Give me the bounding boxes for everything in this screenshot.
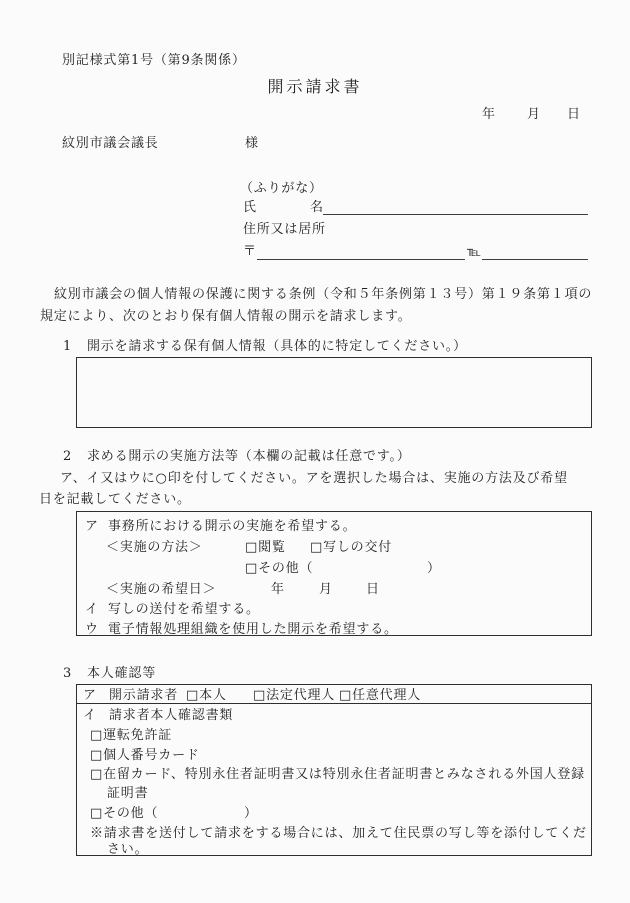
requester-option-voluntary: □任意代理人 xyxy=(339,688,422,703)
furigana-label: （ふりがな） xyxy=(240,181,323,196)
option-u-text: 電子情報処理組織を使用した開示を希望する。 xyxy=(108,622,398,637)
option-u-label: ウ xyxy=(85,622,99,637)
document-item-residence-line2: 証明書 xyxy=(107,786,149,801)
date-year-label: 年 xyxy=(482,107,496,122)
option-i-text: 写しの送付を希望する。 xyxy=(108,602,260,617)
postal-mark: 〒 xyxy=(243,244,257,259)
intro-line1: 紋別市議会の個人情報の保護に関する条例（令和５年条例第１３号）第１９条第１項の xyxy=(54,287,593,302)
method-option-view: □閲覧 xyxy=(245,540,286,555)
section2-note-line2: 日を記載してください。 xyxy=(39,492,191,507)
addressee: 紋別市議会議長 xyxy=(62,136,159,151)
form-number: 別記様式第1号（第9条関係） xyxy=(62,53,246,68)
preferred-date-label: ＜実施の希望日＞ xyxy=(106,582,217,597)
date-day-label: 日 xyxy=(567,107,581,122)
requester-row-title: 開示請求者 xyxy=(109,688,179,703)
preferred-date-month: 月 xyxy=(319,582,333,597)
section2-number: 2 xyxy=(63,449,73,464)
documents-note-line1: ※請求書を送付して請求をする場合には、加えて住民票の写し等を添付してくだ xyxy=(90,826,587,841)
documents-row-label: イ xyxy=(83,708,97,723)
intro-line2: 規定により、次のとおり保有個人情報の開示を請求します。 xyxy=(40,309,412,324)
preferred-date-day: 日 xyxy=(366,582,380,597)
section2-options-box xyxy=(76,511,592,636)
requester-option-legal: □法定代理人 xyxy=(253,688,336,703)
document-item-other-open: □その他（ xyxy=(90,806,159,821)
addressee-honorific: 様 xyxy=(245,136,259,151)
page-title: 開示請求書 xyxy=(267,77,363,96)
section3-table xyxy=(76,684,592,856)
documents-row-title: 請求者本人確認書類 xyxy=(109,708,234,723)
method-option-copy: □写しの交付 xyxy=(310,540,393,555)
requester-row-label: ア xyxy=(83,688,97,703)
tel-underline xyxy=(482,259,588,260)
name-label-first: 氏 xyxy=(243,200,257,215)
preferred-date-year: 年 xyxy=(271,582,285,597)
name-underline xyxy=(323,214,588,215)
section2-heading: 求める開示の実施方法等（本欄の記載は任意です。） xyxy=(87,449,411,464)
section1-number: 1 xyxy=(63,339,73,354)
section1-heading: 開示を請求する保有個人情報（具体的に特定してください。） xyxy=(87,339,467,354)
method-option-other-open: □その他（ xyxy=(245,561,314,576)
option-a-label: ア xyxy=(85,519,99,534)
tel-mark: ℡ xyxy=(467,245,482,260)
method-option-other-close: ） xyxy=(427,561,441,576)
requester-option-self: □本人 xyxy=(186,688,227,703)
document-item-residence-line1: □在留カード、特別永住者証明書又は特別永住者証明書とみなされる外国人登録 xyxy=(90,767,585,782)
section3-number: 3 xyxy=(63,666,73,681)
name-label-last: 名 xyxy=(310,200,324,215)
section3-row-divider xyxy=(77,703,591,704)
option-i-label: イ xyxy=(85,602,99,617)
method-label: ＜実施の方法＞ xyxy=(106,540,203,555)
document-item-license: □運転免許証 xyxy=(90,728,173,743)
option-a-text: 事務所における開示の実施を希望する。 xyxy=(108,519,357,534)
section3-heading: 本人確認等 xyxy=(87,666,157,681)
address-label: 住所又は居所 xyxy=(243,222,326,237)
documents-note-line2: さい。 xyxy=(107,842,149,857)
date-month-label: 月 xyxy=(527,107,541,122)
document-item-other-close: ） xyxy=(244,806,258,821)
section2-note-line1: ア、イ又はウに○印を付してください。アを選択した場合は、実施の方法及び希望 xyxy=(60,471,568,486)
section1-input-box xyxy=(76,357,592,428)
postal-underline xyxy=(257,259,465,260)
document-item-mynumber: □個人番号カード xyxy=(90,748,200,763)
